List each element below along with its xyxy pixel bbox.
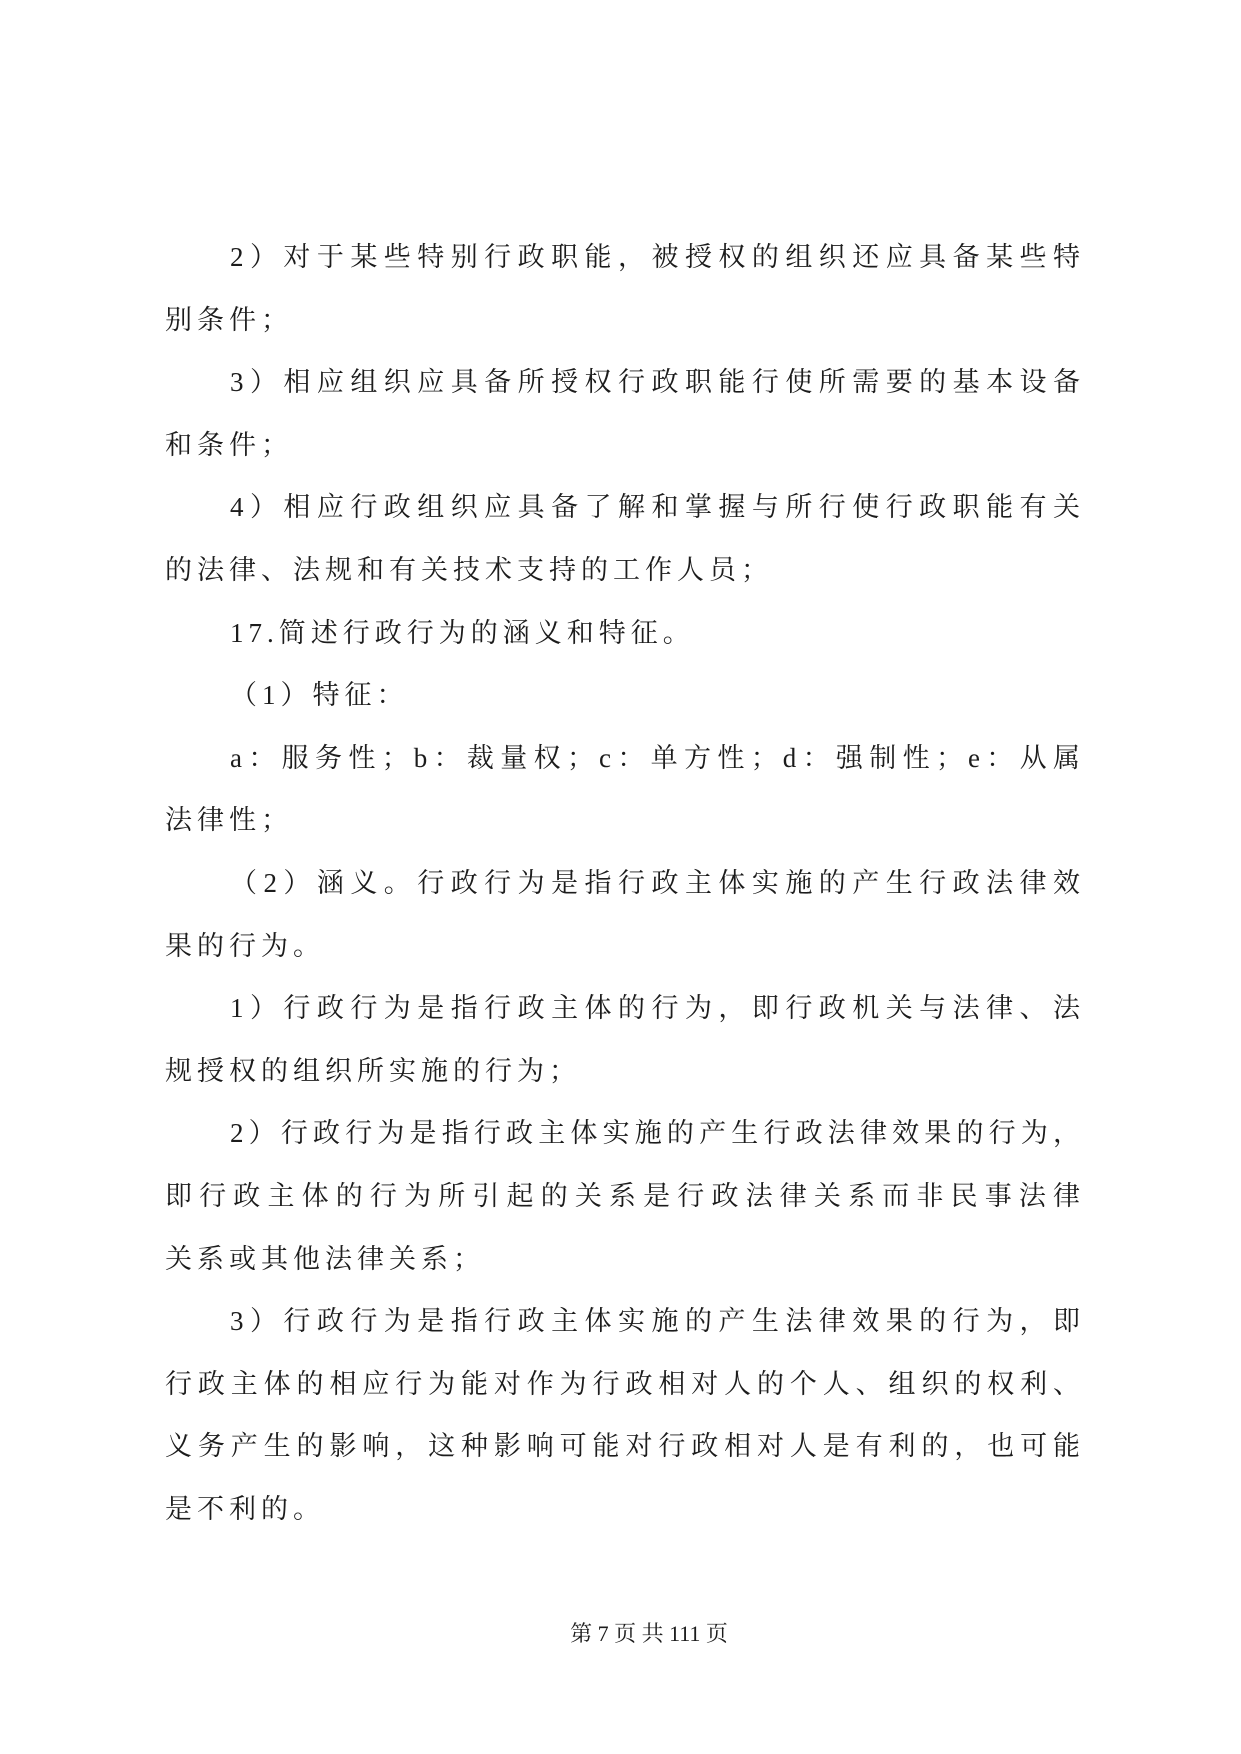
text-line: 规授权的组织所实施的行为； <box>165 1055 581 1086</box>
text-line: 4）相应行政组织应具备了解和掌握与所行使行政职能有关 <box>230 492 1085 523</box>
page-number-footer: 第 7 页 共 111 页 <box>570 1621 728 1646</box>
text-line: 关系或其他法律关系； <box>165 1243 485 1274</box>
text-line: a：服务性；b：裁量权；c：单方性；d：强制性；e：从属 <box>230 742 1085 773</box>
text-line: 法律性； <box>165 805 293 836</box>
text-line: 1）行政行为是指行政主体的行为，即行政机关与法律、法 <box>230 993 1085 1024</box>
text-line: 即行政主体的行为所引起的关系是行政法律关系而非民事法律 <box>165 1180 1085 1211</box>
paragraph <box>165 1102 1085 1290</box>
paragraph <box>165 226 1085 351</box>
text-line: 和条件； <box>165 429 293 460</box>
text-line: 的法律、法规和有关技术支持的工作人员； <box>165 554 773 585</box>
text-line: 3）相应组织应具备所授权行政职能行使所需要的基本设备 <box>230 367 1085 398</box>
text-line: 行政主体的相应行为能对作为行政相对人的个人、组织的权利、 <box>165 1368 1085 1399</box>
paragraph <box>165 476 1085 601</box>
section-heading <box>165 664 1085 727</box>
text-line: 别条件； <box>165 304 293 335</box>
paragraph <box>165 727 1085 852</box>
text-line: （2）涵义。行政行为是指行政主体实施的产生行政法律效 <box>230 867 1085 898</box>
paragraph <box>165 1290 1085 1540</box>
paragraph <box>165 977 1085 1102</box>
text-line: 17.简述行政行为的涵义和特征。 <box>230 617 695 648</box>
paragraph <box>165 351 1085 476</box>
text-line: 果的行为。 <box>165 930 325 961</box>
text-line: （1）特征： <box>230 680 409 711</box>
text-line: 义务产生的影响，这种影响可能对行政相对人是有利的，也可能 <box>165 1431 1085 1462</box>
paragraph <box>165 852 1085 977</box>
text-line: 2）行政行为是指行政主体实施的产生行政法律效果的行为， <box>230 1118 1085 1149</box>
text-line: 3）行政行为是指行政主体实施的产生法律效果的行为，即 <box>230 1306 1085 1337</box>
question-heading <box>165 602 1085 665</box>
text-line: 2）对于某些特别行政职能，被授权的组织还应具备某些特 <box>230 242 1085 272</box>
document-body <box>165 226 1085 1540</box>
text-line: 是不利的。 <box>165 1493 325 1524</box>
